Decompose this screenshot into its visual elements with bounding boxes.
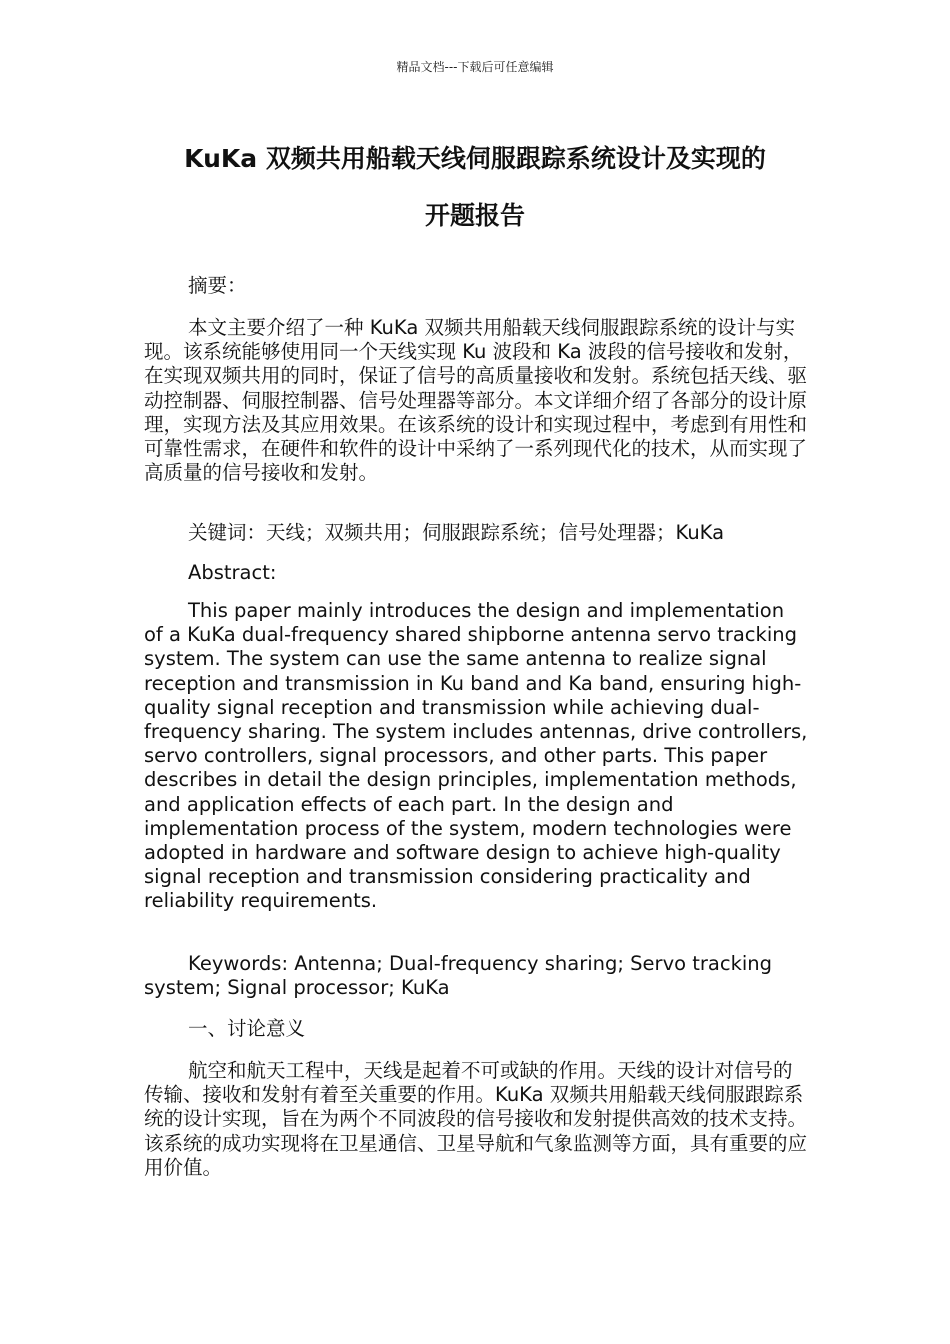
abstract-cn-keywords: 关键词：天线；双频共用；伺服跟踪系统；信号处理器；KuKa — [188, 521, 725, 544]
title-line-2: 开题报告 — [424, 201, 525, 230]
title-line-1: KuKa 双频共用船载天线伺服跟踪系统设计及实现的 — [184, 144, 766, 173]
section-1-heading: 一、讨论意义 — [188, 1017, 306, 1040]
abstract-en-body: This paper mainly introduces the design and implementation of a KuKa dual-frequency shared shipborne antenna servo tracking system. The system can use the same antenna to realize signal reception and transmission in Ku band and Ka band, ensuring high-quality signal reception and transmission while achieving dual-frequency sharing. The system includes antennas, drive controllers, servo controllers, signal processors, and other parts. This paper describes in detail the design principles, implementation methods, and application effects of each part. In the design and implementation process of the system, modern technologies were adopted in hardware and software design to achieve high-quality signal reception and transmission considering practicality and reliability requirements. — [144, 599, 808, 913]
header-note: 精品文档---下载后可任意编辑 — [396, 60, 554, 74]
abstract-en-label: Abstract: — [188, 561, 277, 584]
abstract-cn-body: 本文主要介绍了一种 KuKa 双频共用船载天线伺服跟踪系统的设计与实现。该系统能够使用同一个天线实现 Ku 波段和 Ka 波段的信号接收和发射，在实现双频共用的同时，保证了信号的高质量接收和发射。系统包括天线、驱动控制器、伺服控制器、信号处理器等部分。本文详细介绍了各部分的设计原理，实现方法及其应用效果。在该系统的设计和实现过程中，考虑到有用性和可靠性需求，在硬件和软件的设计中采纳了一系列现代化的技术，从而实现了高质量的信号接收和发射。 — [144, 316, 808, 485]
abstract-en-keywords: Keywords: Antenna; Dual-frequency sharing; Servo tracking system; Signal processor; KuKa — [144, 952, 773, 1000]
section-1-body: 航空和航天工程中，天线是起着不可或缺的作用。天线的设计对信号的传输、接收和发射有着至关重要的作用。KuKa 双频共用船载天线伺服跟踪系统的设计实现，旨在为两个不同波段的信号接收和发射提供高效的技术支持。该系统的成功实现将在卫星通信、卫星导航和气象监测等方面，具有重要的应用价值。 — [144, 1059, 808, 1179]
abstract-cn-label: 摘要： — [188, 274, 247, 297]
